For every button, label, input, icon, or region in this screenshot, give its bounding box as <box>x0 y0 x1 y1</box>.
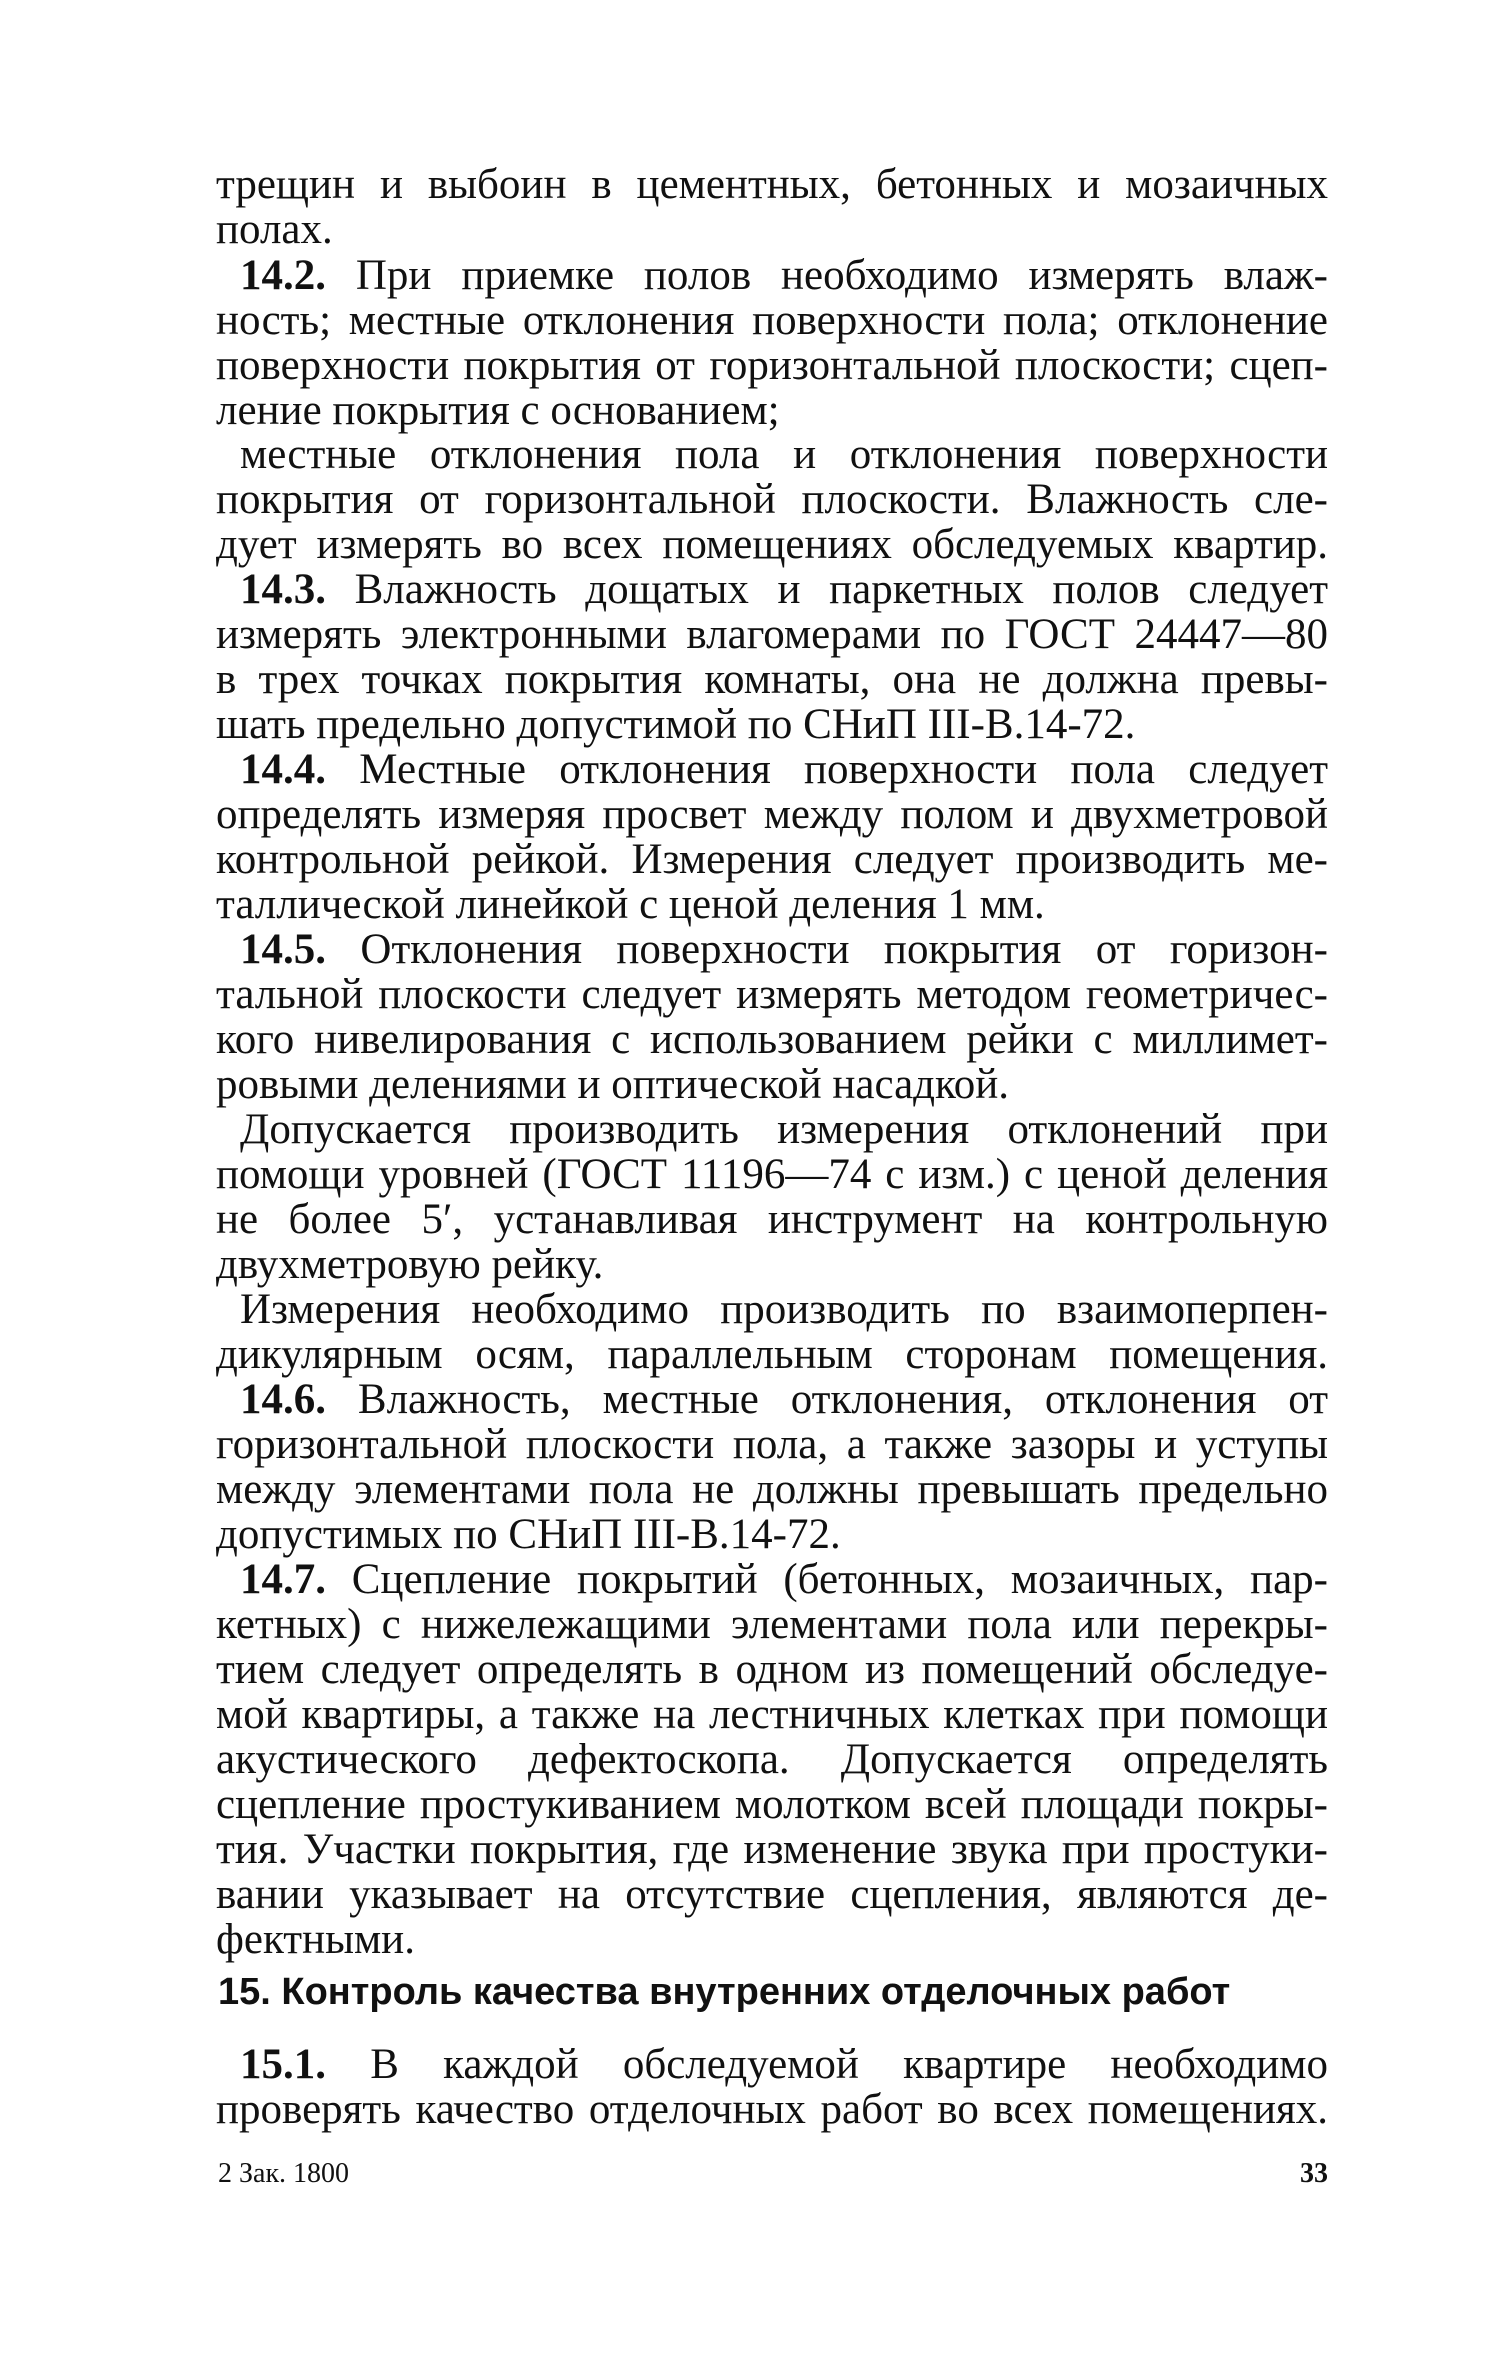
text-line: измерять электронными влагомерами по ГОСТ 24447—80 <box>216 611 1328 658</box>
text-fragment: Влажность дощатых и паркетных полов следует <box>326 566 1328 613</box>
text-line: вании указывает на отсутствие сцепления, являются де- <box>216 1871 1328 1918</box>
text-line: определять измеряя просвет между полом и двухметровой <box>216 791 1328 838</box>
text-line: полах. <box>216 206 333 253</box>
text-line: ность; местные отклонения поверхности пола; отклонение <box>216 297 1328 344</box>
text-line <box>216 2042 1328 2087</box>
text-line: ровыми делениями и оптической насадкой. <box>216 1061 1010 1108</box>
print-order-note: 2 Зак. 1800 <box>218 2158 350 2189</box>
text-line <box>216 1557 1328 1602</box>
paragraph <box>216 1287 1328 1332</box>
text-line: между элементами пола не должны превышать предельно <box>216 1466 1328 1513</box>
text-line: контрольной рейкой. Измерения следует производить ме- <box>216 836 1328 883</box>
text-line: местные отклонения пола и отклонения поверхности <box>240 431 1328 478</box>
page-number: 33 <box>1300 2158 1328 2189</box>
text-line: трещин и выбоин в цементных, бетонных и мозаичных <box>216 161 1328 208</box>
section-number: 15.1. <box>240 2041 326 2088</box>
text-line: таллической линейкой с ценой деления 1 мм. <box>216 881 1045 928</box>
paragraph-cont <box>216 1332 1328 1377</box>
text-line: двухметровую рейку. <box>216 1241 604 1288</box>
section-number: 14.6. <box>240 1376 326 1423</box>
text-line: дикулярным осям, параллельным сторонам помещения. <box>216 1331 1328 1378</box>
text-fragment: Отклонения поверхности покрытия от горизон- <box>326 926 1328 973</box>
text-line: Допускается производить измерения отклонений при <box>240 1106 1328 1153</box>
text-line <box>216 567 1328 612</box>
text-fragment: При приемке полов необходимо измерять влаж- <box>326 252 1328 299</box>
paragraph-14-3 <box>216 567 1328 747</box>
paragraph-14-4 <box>216 747 1328 927</box>
paragraph-14-2 <box>216 253 1328 433</box>
text-fragment: Сцепление покрытий (бетонных, мозаичных, пар- <box>326 1556 1328 1603</box>
paragraph-14-5 <box>216 927 1328 1107</box>
paragraph-15-1 <box>216 2042 1328 2132</box>
text-line <box>216 1377 1328 1422</box>
text-line: не более 5′, устанавливая инструмент на контрольную <box>216 1196 1328 1243</box>
text-line: кетных) с нижележащими элементами пола или перекры- <box>216 1601 1328 1648</box>
text-line: мой квартиры, а также на лестничных клетках при помощи <box>216 1691 1328 1738</box>
text-line: тия. Участки покрытия, где изменение звука при простуки- <box>216 1826 1328 1873</box>
paragraph <box>216 432 1328 477</box>
text-line: помощи уровней (ГОСТ 11196—74 с изм.) с ценой деления <box>216 1151 1328 1198</box>
paragraph-cont <box>216 1152 1328 1287</box>
text-line <box>216 253 1328 298</box>
text-line: тием следует определять в одном из помещений обследуе- <box>216 1646 1328 1693</box>
section-number: 14.2. <box>240 252 326 299</box>
text-fragment: Местные отклонения поверхности пола следует <box>326 746 1328 793</box>
text-line: дует измерять во всех помещениях обследуемых квартир. <box>216 521 1328 568</box>
text-line: Измерения необходимо производить по взаимоперпен- <box>240 1286 1328 1333</box>
section-number: 14.3. <box>240 566 326 613</box>
text-line: акустического дефектоскопа. Допускается определять <box>216 1736 1328 1783</box>
text-line: сцепление простукиванием молотком всей площади покры- <box>216 1781 1328 1828</box>
text-line <box>216 927 1328 972</box>
text-line: в трех точках покрытия комнаты, она не должна превы- <box>216 656 1328 703</box>
text-line: поверхности покрытия от горизонтальной плоскости; сцеп- <box>216 342 1328 389</box>
paragraph-14-6 <box>216 1377 1328 1557</box>
text-fragment: Влажность, местные отклонения, отклонения от <box>326 1376 1328 1423</box>
text-line: тальной плоскости следует измерять методом геометричес- <box>216 971 1328 1018</box>
text-line: проверять качество отделочных работ во всех помещениях. <box>216 2086 1328 2133</box>
text-line: ление покрытия с основанием; <box>216 387 780 434</box>
section-number: 14.5. <box>240 926 326 973</box>
section-number: 14.7. <box>240 1556 326 1603</box>
section-number: 14.4. <box>240 746 326 793</box>
text-line: покрытия от горизонтальной плоскости. Влажность сле- <box>216 476 1328 523</box>
text-line: кого нивелирования с использованием рейки с миллимет- <box>216 1016 1328 1063</box>
text-line: фектными. <box>216 1916 415 1963</box>
paragraph-continuation <box>216 162 1328 252</box>
text-line <box>216 747 1328 792</box>
text-line: шать предельно допустимой по СНиП III-В.14-72. <box>216 701 1136 748</box>
text-fragment: В каждой обследуемой квартире необходимо <box>326 2041 1328 2088</box>
paragraph-14-7 <box>216 1557 1328 1962</box>
section-heading: 15. Контроль качества внутренних отделочных работ <box>218 1971 1231 2013</box>
text-line: допустимых по СНиП III-В.14-72. <box>216 1511 841 1558</box>
paragraph-cont <box>216 477 1328 567</box>
text-line: горизонтальной плоскости пола, а также зазоры и уступы <box>216 1421 1328 1468</box>
paragraph <box>216 1107 1328 1152</box>
